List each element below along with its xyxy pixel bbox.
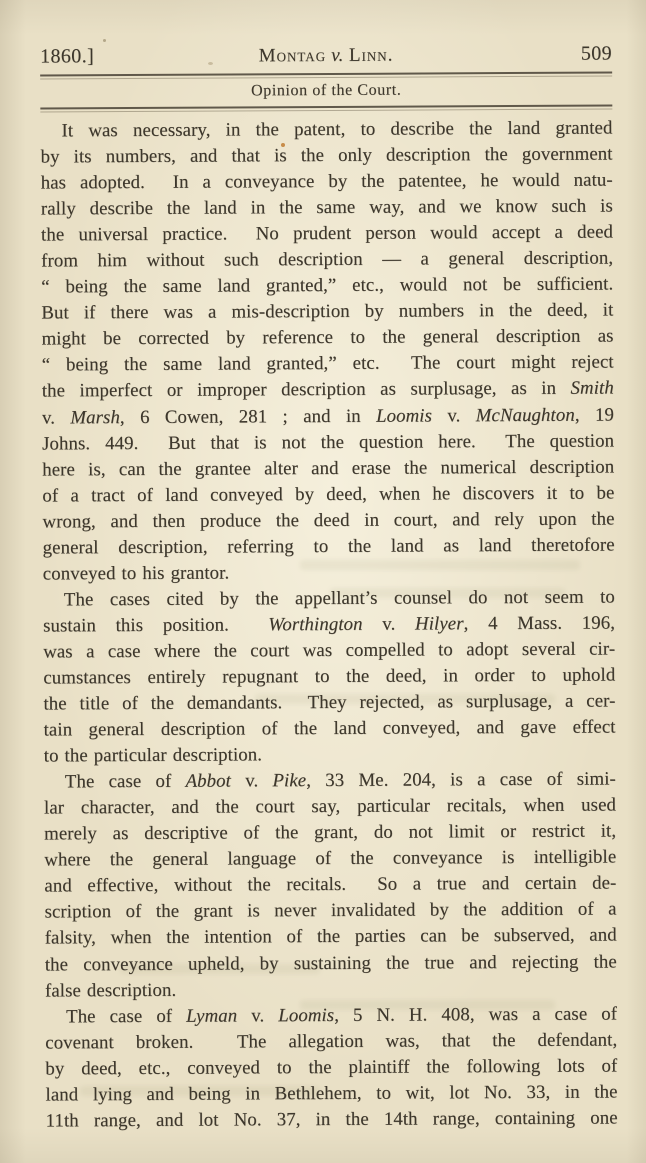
italic-text: Lyman bbox=[186, 1005, 238, 1027]
text-run: cumstances entirely repugnant to the deed, in order to uphold bbox=[43, 664, 616, 689]
text-run: the imperfect or improper description as surplusage, as in bbox=[41, 378, 571, 402]
text-run: the conveyance upheld, by sustaining the true and rejecting the bbox=[44, 950, 617, 975]
text-run: It was necessary, in the patent, to describe the land granted bbox=[61, 117, 613, 142]
text-line bbox=[44, 741, 616, 770]
text-line bbox=[44, 845, 616, 874]
running-head bbox=[40, 43, 612, 68]
paper-stain bbox=[103, 39, 106, 42]
section-rule bbox=[40, 105, 612, 113]
text-line bbox=[41, 220, 613, 249]
text-line bbox=[42, 506, 614, 535]
text-line bbox=[44, 819, 616, 848]
text-line bbox=[43, 689, 615, 718]
text-line bbox=[43, 584, 615, 613]
text-line bbox=[45, 923, 617, 952]
text-run: wrong, and then produce the deed in court, and rely upon the bbox=[42, 508, 615, 533]
text-line bbox=[44, 715, 616, 744]
text-line bbox=[45, 1027, 617, 1056]
smallcaps-text: Linn. bbox=[348, 44, 394, 66]
text-line bbox=[44, 897, 616, 926]
text-line bbox=[44, 871, 616, 900]
text-run: , 4 Mass. 196, bbox=[463, 612, 616, 635]
text-run: scription of the grant is never invalidated by the addition of a bbox=[44, 898, 617, 923]
text-run: , 6 Cowen, 281 ; and in bbox=[119, 405, 377, 428]
text-run: lar character, and the court say, particular recitals, when used bbox=[43, 794, 617, 819]
text-run: of a tract of land conveyed by deed, when he discovers it to be bbox=[42, 482, 615, 507]
page-number: 509 bbox=[580, 42, 613, 65]
text-run: land lying and being in Bethlehem, to wit, lot No. 33, in the bbox=[45, 1081, 618, 1106]
text-run: , 5 N. H. 408, was a case of bbox=[334, 1003, 618, 1026]
text-run: merely as descriptive of the grant, do not limit or restrict it, bbox=[44, 820, 617, 845]
section-label: Opinion of the Court. bbox=[251, 81, 402, 100]
text-run: the universal practice. No prudent person would accept a deed bbox=[40, 221, 614, 246]
text-run: to the particular description. bbox=[43, 744, 263, 767]
text-run: sustain this position. bbox=[42, 614, 269, 637]
text-run: v. bbox=[362, 613, 416, 635]
text-line bbox=[43, 558, 615, 587]
text-line bbox=[42, 402, 614, 431]
text-line bbox=[44, 767, 616, 796]
text-line bbox=[45, 1053, 617, 1082]
text-line bbox=[41, 194, 613, 223]
text-run: the title of the demandants. They rejected, as surplusage, a cer- bbox=[43, 690, 616, 715]
text-run: covenant broken. The allegation was, that the defendant, bbox=[45, 1029, 618, 1054]
italic-text: Loomis bbox=[376, 404, 433, 427]
text-line bbox=[44, 793, 616, 822]
text-line bbox=[45, 1001, 617, 1030]
text-run: false description. bbox=[44, 979, 177, 1002]
text-line bbox=[42, 428, 614, 457]
opinion-text bbox=[40, 116, 617, 1135]
text-line bbox=[41, 142, 613, 171]
text-run: The case of bbox=[64, 770, 186, 793]
text-line bbox=[41, 324, 613, 353]
text-line bbox=[41, 298, 613, 327]
header-year: 1860.] bbox=[40, 45, 95, 68]
text-run: might be corrected by reference to the general description as bbox=[41, 325, 614, 350]
text-line bbox=[43, 662, 615, 691]
text-line bbox=[41, 168, 613, 197]
text-run: conveyed to his grantor. bbox=[42, 562, 230, 585]
italic-text: Pike bbox=[272, 770, 307, 792]
text-line bbox=[41, 246, 613, 275]
italic-text: Worthington bbox=[268, 613, 363, 636]
text-run: tain general description of the land conveyed, and gave effect bbox=[43, 716, 616, 741]
text-run: rally describe the land in the same way, and we know such is bbox=[40, 195, 613, 220]
italic-text: Abbot bbox=[185, 770, 232, 792]
text-line bbox=[43, 636, 615, 665]
text-line bbox=[43, 610, 615, 639]
italic-text: Smith bbox=[570, 377, 614, 400]
text-run: v. bbox=[431, 404, 476, 426]
text-line bbox=[42, 350, 614, 379]
text-line bbox=[46, 1105, 618, 1134]
text-run: was a case where the court was compelled to adopt several cir- bbox=[43, 638, 616, 663]
text-run: Johns. 449. But that is not the question here. The question bbox=[42, 430, 615, 455]
text-run: by its numbers, and that is the only description the government bbox=[40, 143, 613, 168]
text-run: general description, referring to the land as land theretofore bbox=[42, 534, 615, 559]
text-line bbox=[42, 454, 614, 483]
text-line bbox=[45, 949, 617, 978]
text-run: “ being the same land granted,” etc. The court might reject bbox=[41, 351, 614, 376]
header-rule bbox=[40, 72, 612, 80]
text-run: “ being the same land granted,” etc., would not be sufficient. bbox=[41, 273, 614, 298]
case-title bbox=[150, 44, 502, 68]
text-run: from him without such description — a general description, bbox=[41, 247, 614, 272]
text-run: here is, can the grantee alter and erase the numerical description bbox=[42, 456, 615, 481]
text-line bbox=[45, 1079, 617, 1108]
text-line bbox=[42, 480, 614, 509]
text-run: v. bbox=[41, 406, 71, 429]
smallcaps-text: Montag bbox=[258, 44, 327, 67]
text-run: falsity, when the intention of the parties can be subserved, and bbox=[44, 924, 617, 949]
page-content bbox=[40, 43, 618, 1135]
italic-text: Hilyer bbox=[414, 613, 464, 635]
text-run: where the general language of the conveyance is intelligible bbox=[44, 846, 617, 871]
text-run: , 33 Me. 204, is a case of simi- bbox=[306, 768, 616, 792]
text-line bbox=[41, 272, 613, 301]
text-run: But if there was a mis-description by numbers in the deed, it bbox=[41, 299, 614, 324]
text-run: 11th range, and lot No. 37, in the 14th range, containing one bbox=[45, 1107, 618, 1132]
text-line bbox=[43, 532, 615, 561]
italic-text: Loomis bbox=[278, 1004, 335, 1026]
text-run: has adopted. In a conveyance by the patentee, he would natu- bbox=[40, 169, 613, 194]
text-run: and effective, without the recitals. So a true and certain de- bbox=[44, 872, 617, 897]
italic-text: v. bbox=[331, 44, 344, 66]
text-run: , 19 bbox=[574, 404, 614, 426]
italic-text: McNaughton bbox=[475, 404, 575, 426]
text-line bbox=[45, 975, 617, 1004]
text-line bbox=[40, 116, 612, 145]
text-run: by deed, etc., conveyed to the plaintiff the following lots of bbox=[45, 1055, 618, 1080]
text-line bbox=[42, 376, 614, 405]
text-run: The cases cited by the appellant’s counsel do not seem to bbox=[63, 586, 615, 611]
text-run: v. bbox=[237, 1004, 279, 1027]
italic-text: Marsh bbox=[70, 406, 120, 428]
text-run: The case of bbox=[66, 1005, 187, 1027]
text-run: v. bbox=[230, 770, 273, 792]
